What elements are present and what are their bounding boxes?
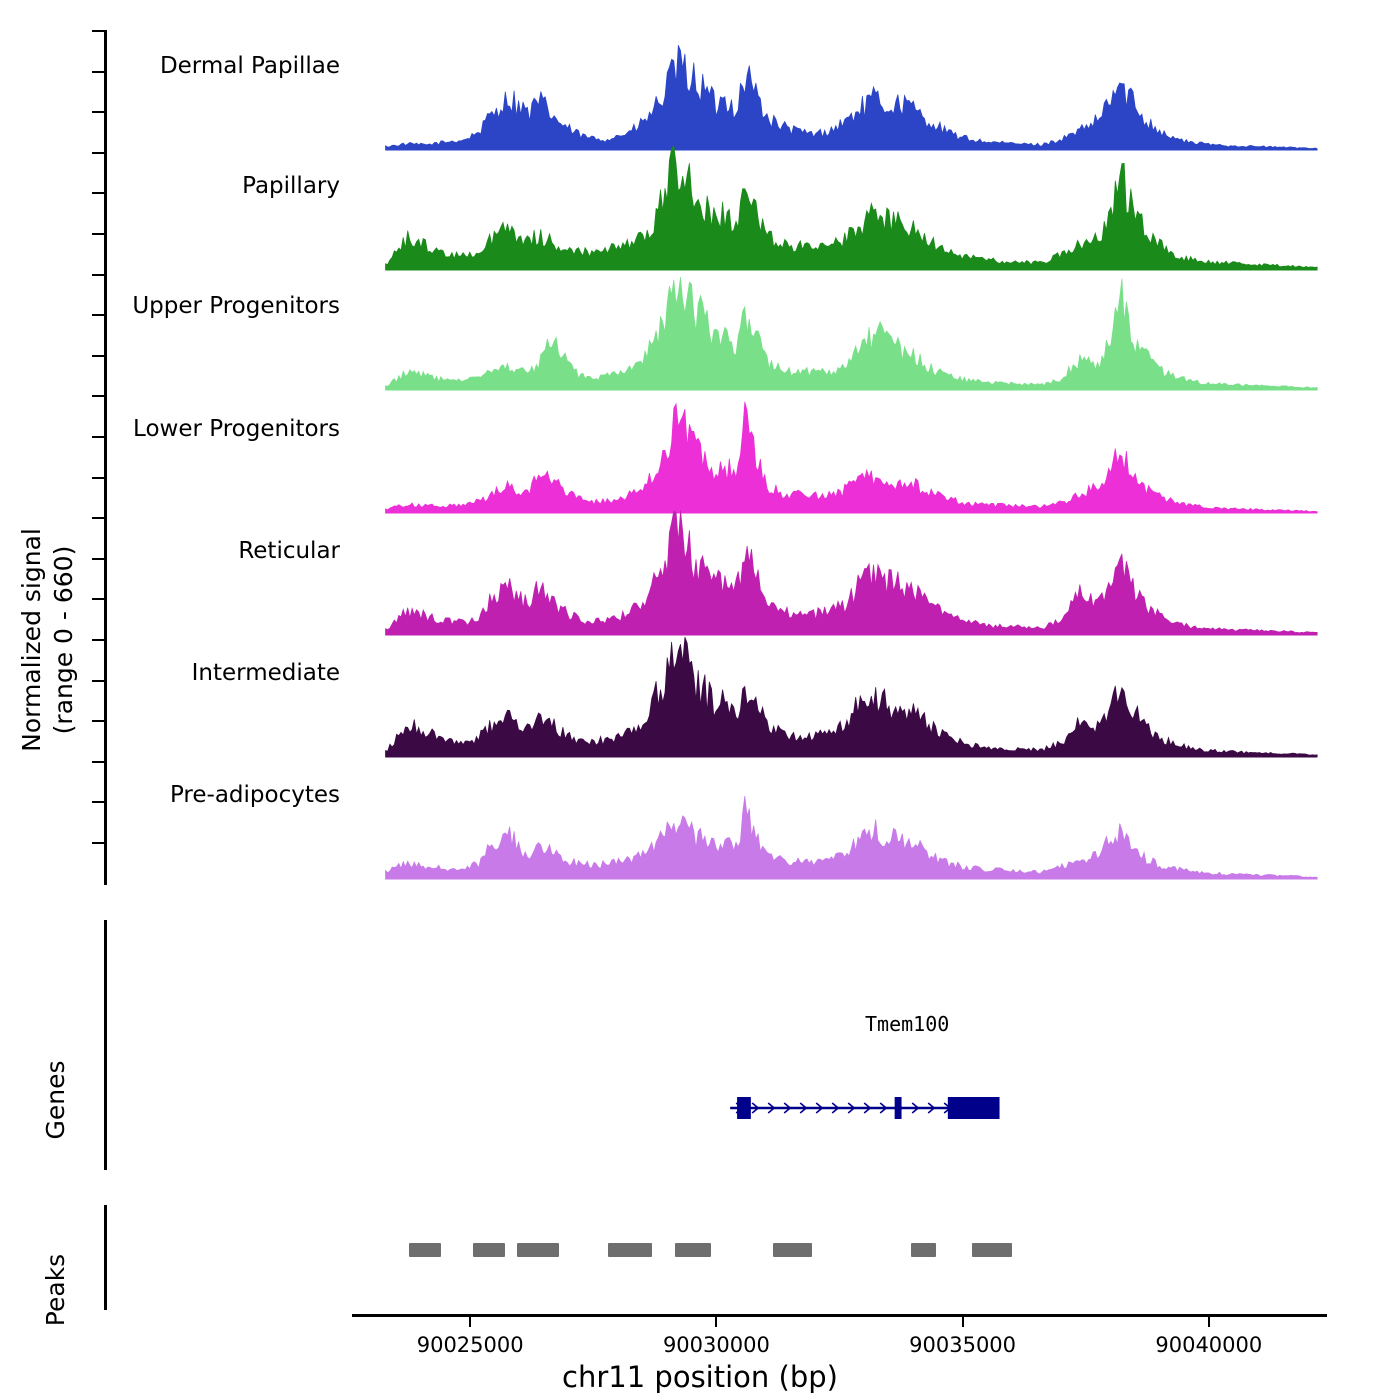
peak-block xyxy=(972,1243,1011,1257)
x-tick xyxy=(1208,1317,1210,1327)
peak-block xyxy=(409,1243,441,1257)
signal-area-upper-progenitors xyxy=(386,277,1318,390)
x-tick-label: 90025000 xyxy=(416,1333,524,1357)
signal-area-papillary xyxy=(386,146,1318,270)
gene-name-label: Tmem100 xyxy=(865,1012,950,1036)
x-tick xyxy=(962,1317,964,1327)
peaks-axis-spine xyxy=(104,1205,107,1310)
gene-exon-block xyxy=(737,1097,751,1119)
x-tick-label: 90035000 xyxy=(909,1333,1017,1357)
peak-block xyxy=(608,1243,652,1257)
y-axis-label-line1: Normalized signal xyxy=(17,528,46,752)
gene-exon-block xyxy=(895,1097,902,1119)
x-axis-title: chr11 position (bp) xyxy=(562,1360,838,1394)
signal-area-reticular xyxy=(386,510,1318,635)
peak-block xyxy=(773,1243,812,1257)
peaks-axis-label xyxy=(41,1254,70,1326)
x-tick xyxy=(469,1317,471,1327)
track-label-lower-progenitors: Lower Progenitors xyxy=(133,416,340,442)
x-tick xyxy=(715,1317,717,1327)
x-tick-label: 90040000 xyxy=(1155,1333,1263,1357)
track-label-upper-progenitors: Upper Progenitors xyxy=(132,293,340,319)
gene-model xyxy=(0,1080,1400,1150)
peak-block xyxy=(675,1243,712,1257)
peak-block xyxy=(911,1243,936,1257)
signal-area-pre-adipocytes xyxy=(386,796,1318,879)
peak-block xyxy=(517,1243,559,1257)
track-label-reticular: Reticular xyxy=(238,538,340,564)
track-label-pre-adipocytes: Pre-adipocytes xyxy=(169,782,340,808)
genes-label-text: Genes xyxy=(41,1060,70,1140)
x-axis-spine xyxy=(352,1314,1327,1317)
signal-area-lower-progenitors xyxy=(386,402,1318,513)
track-label-intermediate: Intermediate xyxy=(191,660,340,686)
y-axis-label-line2: (range 0 - 660) xyxy=(49,545,78,735)
peaks-label-text: Peaks xyxy=(41,1253,70,1327)
peak-block xyxy=(473,1243,505,1257)
track-label-papillary: Papillary xyxy=(242,173,340,199)
signal-area-dermal-papillae xyxy=(386,45,1318,150)
track-label-dermal-papillae: Dermal Papillae xyxy=(159,53,340,79)
gene-exon-block xyxy=(948,1097,1000,1119)
x-tick-label: 90030000 xyxy=(662,1333,770,1357)
signal-area-intermediate xyxy=(386,637,1318,757)
